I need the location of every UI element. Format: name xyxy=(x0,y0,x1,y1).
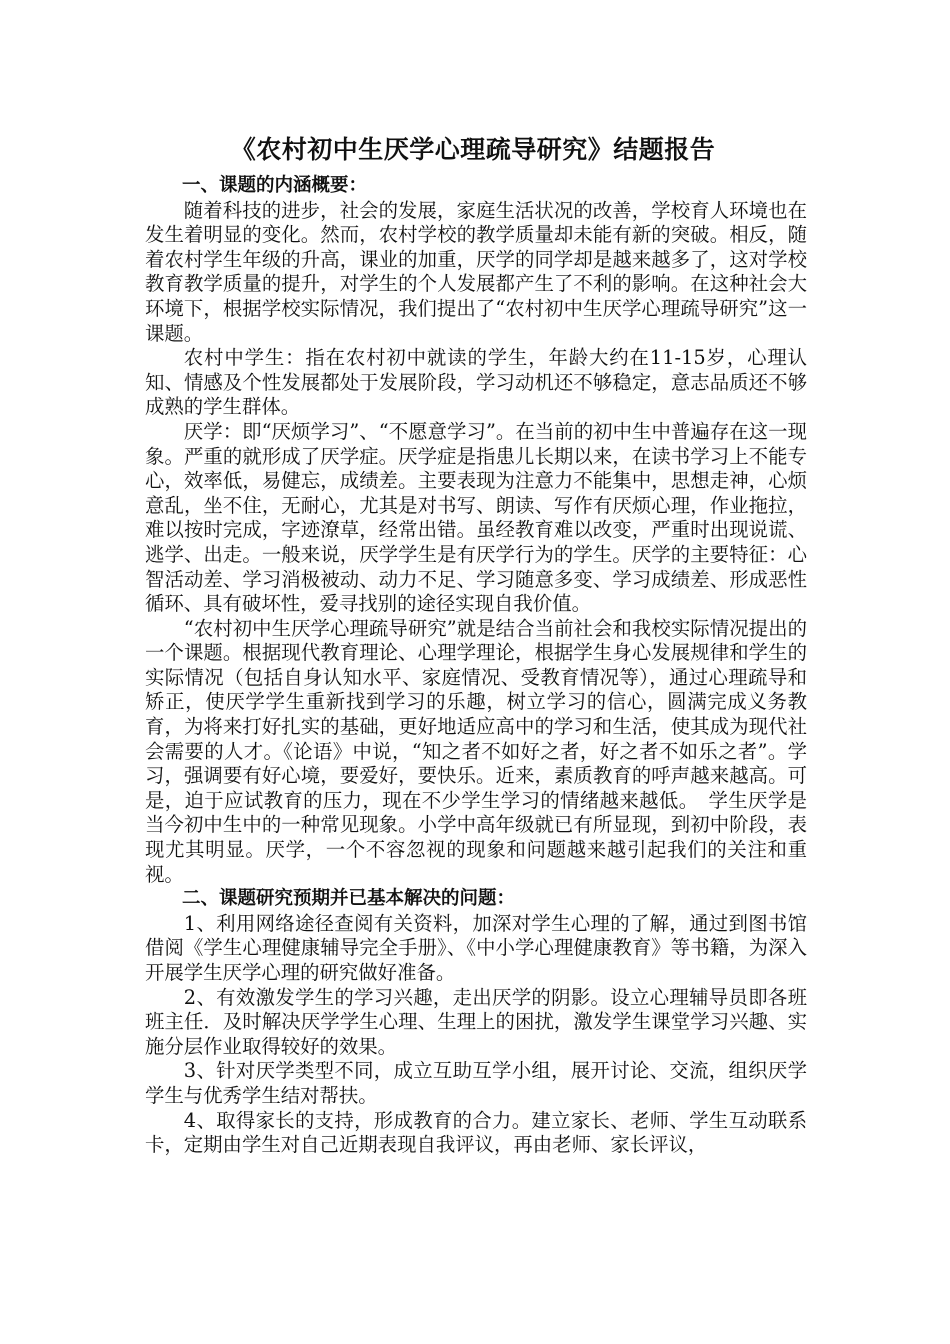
paragraph: 厌学：即“厌烦学习”、“不愿意学习”。在当前的初中生中普遍存在这一现象。严重的就形成了厌学症。厌学症是指患儿长期以来，在读书学习上不能专心，效率低，易健忘，成绩差。主要表现为注意力不能集中，思想走神，心烦意乱，坐不住，无耐心，尤其是对书写、朗读、写作有厌烦心理，作业拖拉，难以按时完成，字迹潦草，经常出错。虽经教育难以改变，严重时出现说谎、逃学、出走。一般来说，厌学学生是有厌学行为的学生。厌学的主要特征：心智活动差、学习消极被动、动力不足、学习随意多变、学习成绩差、形成恶性循环、具有破坏性，爱寻找别的途径实现自我价值。 xyxy=(145,419,807,616)
list-item: 2、有效激发学生的学习兴趣，走出厌学的阴影。设立心理辅导员即各班班主任．及时解决厌学学生心理、生理上的困扰，激发学生课堂学习兴趣、实施分层作业取得较好的效果。 xyxy=(145,985,807,1058)
list-item: 3、针对厌学类型不同，成立互助互学小组，展开讨论、交流，组织厌学学生与优秀学生结对帮扶。 xyxy=(145,1059,807,1107)
list-item: 1、利用网络途径查阅有关资料，加深对学生心理的了解，通过到图书馆借阅《学生心理健康辅导完全手册》、《中小学心理健康教育》等书籍，为深入开展学生厌学心理的研究做好准备。 xyxy=(145,911,807,984)
section-heading-1: 一、课题的内涵概要： xyxy=(182,175,368,196)
list-item: 4、取得家长的支持，形成教育的合力。建立家长、老师、学生互动联系卡，定期由学生对自己近期表现自我评议，再由老师、家长评议， xyxy=(145,1108,807,1157)
document-page xyxy=(145,128,807,1158)
section-heading-2: 二、课题研究预期并已基本解决的问题： xyxy=(182,888,516,910)
paragraph: “农村初中生厌学心理疏导研究”就是结合当前社会和我校实际情况提出的一个课题。根据现代教育理论、心理学理论，根据学生身心发展规律和学生的实际情况（包括自身认知水平、家庭情况、受教育情况等），通过心理疏导和矫正，使厌学学生重新找到学习的乐趣，树立学习的信心，圆满完成义务教育，为将来打好扎实的基础，更好地适应高中的学习和生活，使其成为现代社会需要的人才。《论语》中说，“知之者不如好之者，好之者不如乐之者”。学习，强调要有好心境，要爱好，要快乐。近来，素质教育的呼声越来越高。可是，迫于应试教育的压力，现在不少学生学习的情绪越来越低。 学生厌学是当今初中生中的一种常见现象。小学中高年级就已有所显现，到初中阶段，表现尤其明显。厌学，一个不容忽视的现象和问题越来越引起我们的关注和重视。 xyxy=(145,616,807,886)
paragraph: 农村中学生：指在农村初中就读的学生，年龄大约在11-15岁，心理认知、情感及个性发展都处于发展阶段，学习动机还不够稳定，意志品质还不够成熟的学生群体。 xyxy=(145,346,807,419)
document-title: 《农村初中生厌学心理疏导研究》结题报告 xyxy=(230,135,716,164)
paragraph: 随着科技的进步，社会的发展，家庭生活状况的改善，学校育人环境也在发生着明显的变化。然而，农村学校的教学质量却未能有新的突破。相反，随着农村学生年级的升高，课业的加重，厌学的同学却是越来越多了，这对学校教育教学质量的提升，对学生的个人发展都产生了不利的影响。在这种社会大环境下，根据学校实际情况，我们提出了“农村初中生厌学心理疏导研究”这一课题。 xyxy=(145,198,807,345)
